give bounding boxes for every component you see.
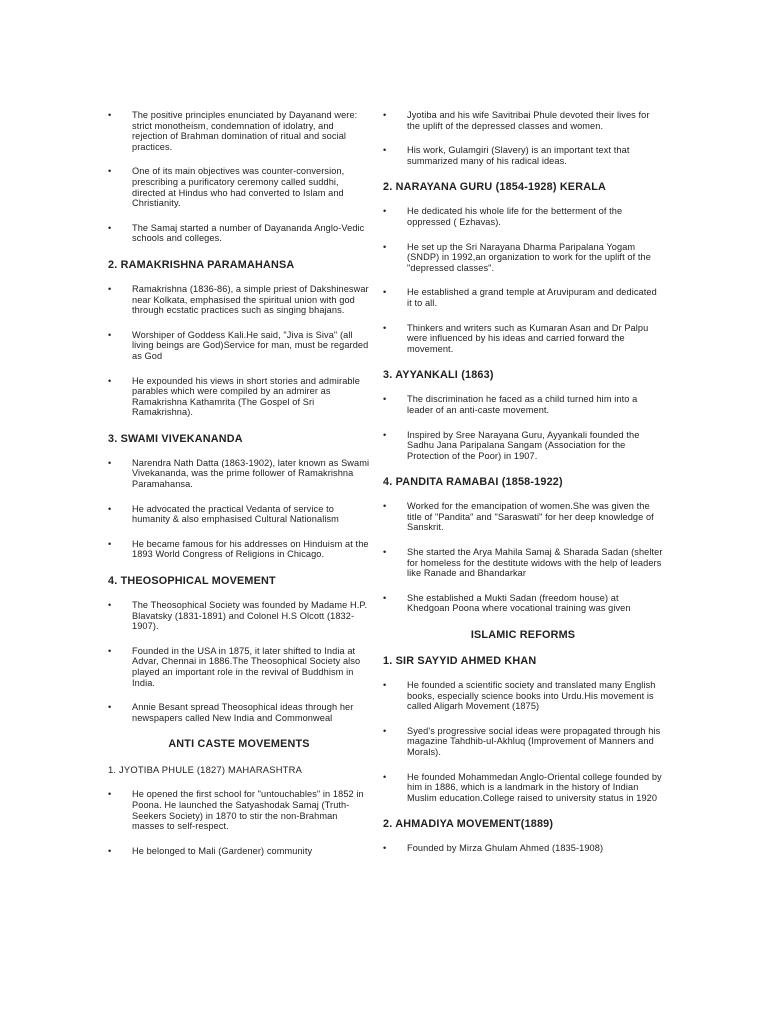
bullet-dot: • <box>108 538 112 549</box>
bullet-text: He founded a scientific society and translated many English books, especially science books into Urdu.His movement is called Aligarh Movement (1875) <box>407 680 656 712</box>
bullet-text: He advocated the practical Vedanta of service to humanity & also emphasised Cultural Nationalism <box>132 503 339 525</box>
bullet-text: The discrimination he faced as a child turned him into a leader of an anti-caste movement. <box>407 394 638 415</box>
bullet-dot: • <box>383 206 387 217</box>
bullet-text: Syed's progressive social ideas were propagated through his magazine Tahdhib-ul-Akhluq (Improvement of Manners and Morals). <box>407 725 661 757</box>
bullet-item <box>383 287 663 308</box>
bullet-item <box>383 593 663 614</box>
bullet-item <box>383 726 663 758</box>
right-column <box>383 110 663 854</box>
heading-ahmadiya: 2. AHMADIYA MOVEMENT(1889) <box>383 818 554 831</box>
bullet-text: He became famous for his addresses on Hinduism at the 1893 World Congress of Religions in Chicago. <box>132 538 369 560</box>
bullet-text: Jyotiba and his wife Savitribai Phule devoted their lives for the uplift of the depressed classes and women. <box>407 110 650 131</box>
bullet-text: He established a grand temple at Aruvipuram and dedicated it to all. <box>407 287 657 308</box>
bullet-dot: • <box>383 547 387 558</box>
bullet-item <box>383 145 663 166</box>
bullet-text: The Theosophical Society was founded by Madame H.P. Blavatsky (1831-1891) and Colonel H.S Olcott (1832-1907). <box>132 600 368 632</box>
bullet-text: Ramakrishna (1836-86), a simple priest of Dakshineswar near Kolkata, emphasised the spiritual union with god through ecstatic practices such as singing bhajans. <box>132 283 369 316</box>
heading-ayyankali: 3. AYYANKALI (1863) <box>383 369 494 382</box>
bullet-dot: • <box>108 375 112 386</box>
heading-sayyid: 1. SIR SAYYID AHMED KHAN <box>383 655 537 668</box>
bullet-dot: • <box>383 680 387 691</box>
bullet-item <box>108 504 370 525</box>
bullet-item <box>383 680 663 712</box>
bullet-text: Worshiper of Goddess Kali.He said, "Jiva is Siva" (all living beings are God)Service for man, must be regarded as God <box>132 329 369 361</box>
bullet-dot: • <box>108 789 112 800</box>
bullet-item <box>383 772 663 804</box>
left-column <box>108 110 370 856</box>
bullet-text: The Samaj started a number of Dayananda Anglo-Vedic schools and colleges. <box>132 222 365 244</box>
bullet-text: He expounded his views in short stories and admirable parables which were compiled by an admirer as Ramakrishna Kathamrita (The Gospel of Sri Ramakrishna). <box>132 375 360 418</box>
bullet-dot: • <box>108 845 112 856</box>
bullet-dot: • <box>383 843 387 854</box>
bullet-text: Worked for the emancipation of women.She was given the title of "Pandita" and "Saraswati" for her deep knowledge of Sanskrit. <box>407 501 654 533</box>
bullet-item <box>108 284 370 316</box>
heading-ramakrishna: 2. RAMAKRISHNA PARAMAHANSA <box>108 258 295 271</box>
bullet-text: Narendra Nath Datta (1863-1902), later known as Swami Vivekananda, was the prime follower of Ramakrishna Paramahansa. <box>132 457 370 490</box>
bullet-text: He founded Mohammedan Anglo-Oriental college founded by him in 1886, which is a landmark in the history of Indian Muslim education.College raised to university status in 1920 <box>407 771 662 803</box>
bullet-item <box>383 843 663 854</box>
bullet-dot: • <box>383 145 387 156</box>
bullet-item <box>383 547 663 579</box>
bullet-text: He belonged to Mali (Gardener) community <box>132 845 313 856</box>
bullet-dot: • <box>383 725 387 736</box>
bullet-item <box>108 166 370 208</box>
bullet-dot: • <box>108 645 112 656</box>
bullet-item <box>108 376 370 418</box>
bullet-dot: • <box>383 771 387 782</box>
bullet-item <box>383 323 663 355</box>
bullet-text: Annie Besant spread Theosophical ideas through her newspapers called New India and Commonweal <box>132 702 354 723</box>
bullet-dot: • <box>108 110 112 120</box>
bullet-dot: • <box>108 600 112 611</box>
bullet-text: Founded by Mirza Ghulam Ahmed (1835-1908) <box>407 843 604 854</box>
bullet-text: Founded in the USA in 1875, it later shifted to India at Advar, Chennai in 1886.The Theosophical Society also played an important role in the revival of Buddhism in India. <box>132 645 361 688</box>
bullet-dot: • <box>108 329 112 340</box>
heading-ramabai: 4. PANDITA RAMABAI (1858-1922) <box>383 476 563 489</box>
bullet-item <box>383 501 663 533</box>
bullet-text: She started the Arya Mahila Samaj & Sharada Sadan (shelter for homeless for the destitute widows with the help of leaders like Ranade and Bhandarkar <box>407 547 663 579</box>
bullet-item <box>108 110 370 152</box>
bullet-text: His work, Gulamgiri (Slavery) is an important text that summarized many of his radical ideas. <box>407 145 630 166</box>
bullet-dot: • <box>108 457 112 468</box>
bullet-text: One of its main objectives was counter-conversion, prescribing a purificatory ceremony called suddhi, directed at Hindus who had converted to Islam and Christianity. <box>132 166 345 209</box>
bullet-dot: • <box>383 287 387 298</box>
bullet-dot: • <box>383 394 387 405</box>
bullet-item <box>383 242 663 274</box>
bullet-item <box>383 394 663 415</box>
bullet-item <box>108 702 370 723</box>
bullet-item <box>108 539 370 560</box>
bullet-item <box>108 223 370 244</box>
bullet-item <box>108 846 370 857</box>
bullet-item <box>383 110 663 131</box>
bullet-item <box>383 430 663 462</box>
bullet-item <box>108 458 370 490</box>
bullet-dot: • <box>108 283 112 294</box>
bullet-text: Thinkers and writers such as Kumaran Asan and Dr Palpu were influenced by his ideas and carried forward the movement. <box>407 322 649 354</box>
bullet-dot: • <box>383 429 387 440</box>
heading-anti-caste: ANTI CASTE MOVEMENTS <box>168 738 310 751</box>
bullet-dot: • <box>383 501 387 512</box>
heading-islamic-reforms: ISLAMIC REFORMS <box>470 629 576 642</box>
bullet-dot: • <box>383 322 387 333</box>
bullet-text: He dedicated his whole life for the betterment of the oppressed ( Ezhavas). <box>407 206 623 227</box>
bullet-dot: • <box>108 166 112 177</box>
heading-vivekananda: 3. SWAMI VIVEKANANDA <box>108 432 243 445</box>
bullet-item <box>383 206 663 227</box>
bullet-dot: • <box>383 110 387 120</box>
bullet-dot: • <box>108 503 112 514</box>
heading-phule: 1. JYOTIBA PHULE (1827) MAHARASHTRA <box>108 764 303 776</box>
bullet-item <box>108 600 370 632</box>
bullet-item <box>108 789 370 831</box>
heading-narayana: 2. NARAYANA GURU (1854-1928) KERALA <box>383 181 607 194</box>
bullet-text: He opened the first school for "untouchables" in 1852 in Poona. He launched the Satyashodak Samaj (Truth-Seekers Society) in 1870 to stir the non-Brahman masses to self-respect. <box>132 789 364 832</box>
bullet-item <box>108 646 370 688</box>
bullet-dot: • <box>383 241 387 252</box>
bullet-dot: • <box>108 702 112 713</box>
bullet-dot: • <box>108 222 112 233</box>
bullet-text: The positive principles enunciated by Dayanand were: strict monotheism, condemnation of idolatry, and rejection of Brahman domination of ritual and social practices. <box>132 110 358 152</box>
bullet-item <box>108 330 370 362</box>
bullet-dot: • <box>383 592 387 603</box>
bullet-text: She established a Mukti Sadan (freedom house) at Khedgoan Poona where vocational training was given <box>407 592 631 614</box>
bullet-text: Inspired by Sree Narayana Guru, Ayyankali founded the Sadhu Jana Paripalana Sangam (Association for the Protection of the Poor) in 1907. <box>407 429 640 461</box>
bullet-text: He set up the Sri Narayana Dharma Paripalana Yogam (SNDP) in 1992,an organization to work for the uplift of the "depressed classes". <box>407 241 651 273</box>
heading-theosophical: 4. THEOSOPHICAL MOVEMENT <box>108 575 276 588</box>
